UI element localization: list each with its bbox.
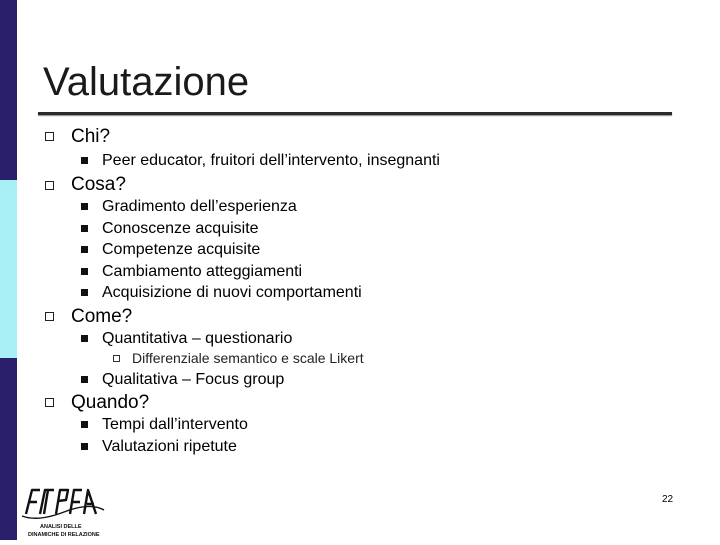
- hollow-square-bullet-icon: [45, 132, 54, 141]
- slide-number: 22: [662, 494, 674, 505]
- square-bullet-icon: [81, 268, 88, 275]
- hollow-square-bullet-icon: [113, 355, 120, 362]
- hollow-square-bullet-icon: [45, 398, 54, 407]
- list-item: Competenze acquisite: [102, 241, 261, 258]
- list-item: Valutazioni ripetute: [102, 438, 237, 455]
- logo-text-line1: ANALISI DELLE: [40, 524, 82, 530]
- bullet-chi: Chi?: [71, 126, 111, 147]
- bullet-cosa: Cosa?: [71, 174, 126, 195]
- slide-title: Valutazione: [43, 60, 250, 104]
- list-item: Quantitativa – questionario: [102, 330, 293, 347]
- sidebar-band-dark-top: [0, 0, 17, 180]
- square-bullet-icon: [81, 335, 88, 342]
- list-item: Acquisizione di nuovi comportamenti: [102, 284, 362, 301]
- square-bullet-icon: [81, 443, 88, 450]
- square-bullet-icon: [81, 376, 88, 383]
- sidebar-decoration: [0, 0, 17, 540]
- sidebar-band-light: [0, 180, 17, 358]
- list-item: Differenziale semantico e scale Likert: [132, 350, 364, 366]
- organization-logo: [18, 482, 108, 540]
- list-item: Cambiamento atteggiamenti: [102, 263, 303, 280]
- square-bullet-icon: [81, 289, 88, 296]
- bullet-come: Come?: [71, 306, 133, 327]
- square-bullet-icon: [81, 203, 88, 210]
- hollow-square-bullet-icon: [45, 181, 54, 190]
- hollow-square-bullet-icon: [45, 312, 54, 321]
- square-bullet-icon: [81, 246, 88, 253]
- sidebar-band-dark-bottom: [0, 358, 17, 540]
- list-item: Qualitativa – Focus group: [102, 371, 285, 388]
- logo-text-line2: DINAMICHE DI RELAZIONE: [28, 532, 100, 538]
- bullet-quando: Quando?: [71, 392, 150, 413]
- list-item: Gradimento dell’esperienza: [102, 198, 297, 215]
- list-item: Peer educator, fruitori dell’intervento, insegnanti: [102, 152, 440, 169]
- logo-mark-icon: [18, 482, 108, 540]
- title-underline: [38, 112, 672, 115]
- square-bullet-icon: [81, 225, 88, 232]
- square-bullet-icon: [81, 421, 88, 428]
- list-item: Conoscenze acquisite: [102, 220, 259, 237]
- square-bullet-icon: [81, 157, 88, 164]
- list-item: Tempi dall’intervento: [102, 416, 248, 433]
